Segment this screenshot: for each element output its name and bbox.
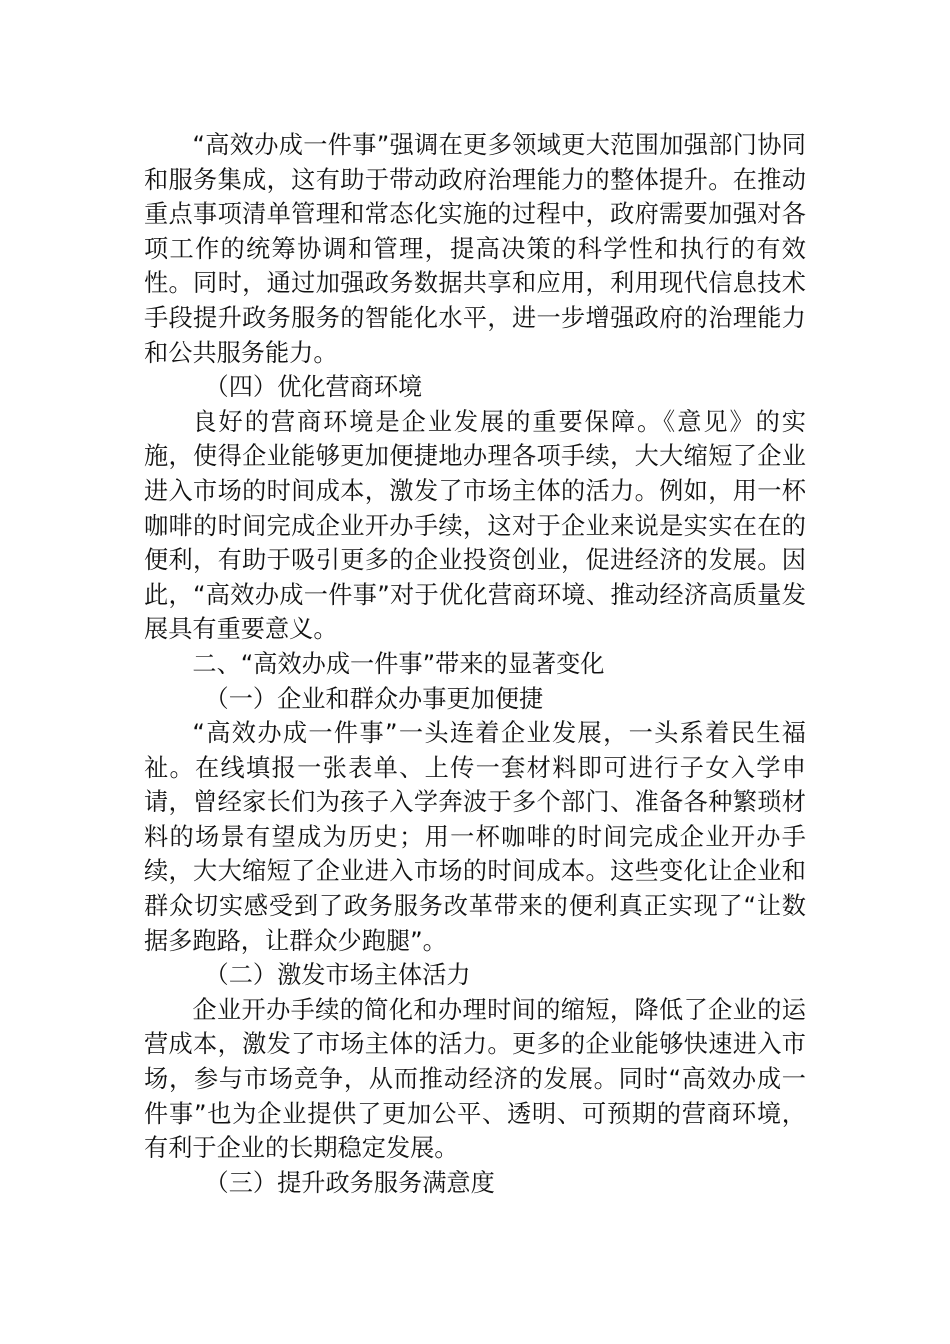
paragraph-convenience: “高效办成一件事”一头连着企业发展，一头系着民生福祉。在线填报一张表单、上传一套材料即可进行子女入学申请，曾经家长们为孩子入学奔波于多个部门、准备各种繁琐材料的场景有望成为历史；用一杯咖啡的时间完成企业开办手续，大大缩短了企业进入市场的时间成本。这些变化让企业和群众切实感受到了政务服务改革带来的便利真正实现了“让数据多跑路，让群众少跑腿”。 xyxy=(144,719,806,955)
section-heading-satisfaction: （三）提升政务服务满意度 xyxy=(204,1168,495,1197)
section-heading-business-environment: （四）优化营商环境 xyxy=(204,373,423,402)
section-heading-market-vitality: （二）激发市场主体活力 xyxy=(204,961,471,990)
paragraph-governance-capacity: “高效办成一件事”强调在更多领域更大范围加强部门协同和服务集成，这有助于带动政府治理能力的整体提升。在推动重点事项清单管理和常态化实施的过程中，政府需要加强对各项工作的统筹协调和管理，提高决策的科学性和执行的有效性。同时，通过加强政务数据共享和应用，利用现代信息技术手段提升政务服务的智能化水平，进一步增强政府的治理能力和公共服务能力。 xyxy=(144,131,806,367)
document-page xyxy=(144,128,806,1200)
paragraph-business-environment: 良好的营商环境是企业发展的重要保障。《意见》的实施，使得企业能够更加便捷地办理各项手续，大大缩短了企业进入市场的时间成本，激发了市场主体的活力。例如，用一杯咖啡的时间完成企业开办手续，这对于企业来说是实实在在的便利，有助于吸引更多的企业投资创业，促进经济的发展。因此，“高效办成一件事”对于优化营商环境、推动经济高质量发展具有重要意义。 xyxy=(144,407,806,644)
chapter-heading-notable-changes: 二、“高效办成一件事”带来的显著变化 xyxy=(192,649,605,678)
section-heading-convenience: （一）企业和群众办事更加便捷 xyxy=(204,684,544,713)
paragraph-market-vitality: 企业开办手续的简化和办理时间的缩短，降低了企业的运营成本，激发了市场主体的活力。更多的企业能够快速进入市场，参与市场竞争，从而推动经济的发展。同时“高效办成一件事”也为企业提供了更加公平、透明、可预期的营商环境，有利于企业的长期稳定发展。 xyxy=(144,995,806,1163)
